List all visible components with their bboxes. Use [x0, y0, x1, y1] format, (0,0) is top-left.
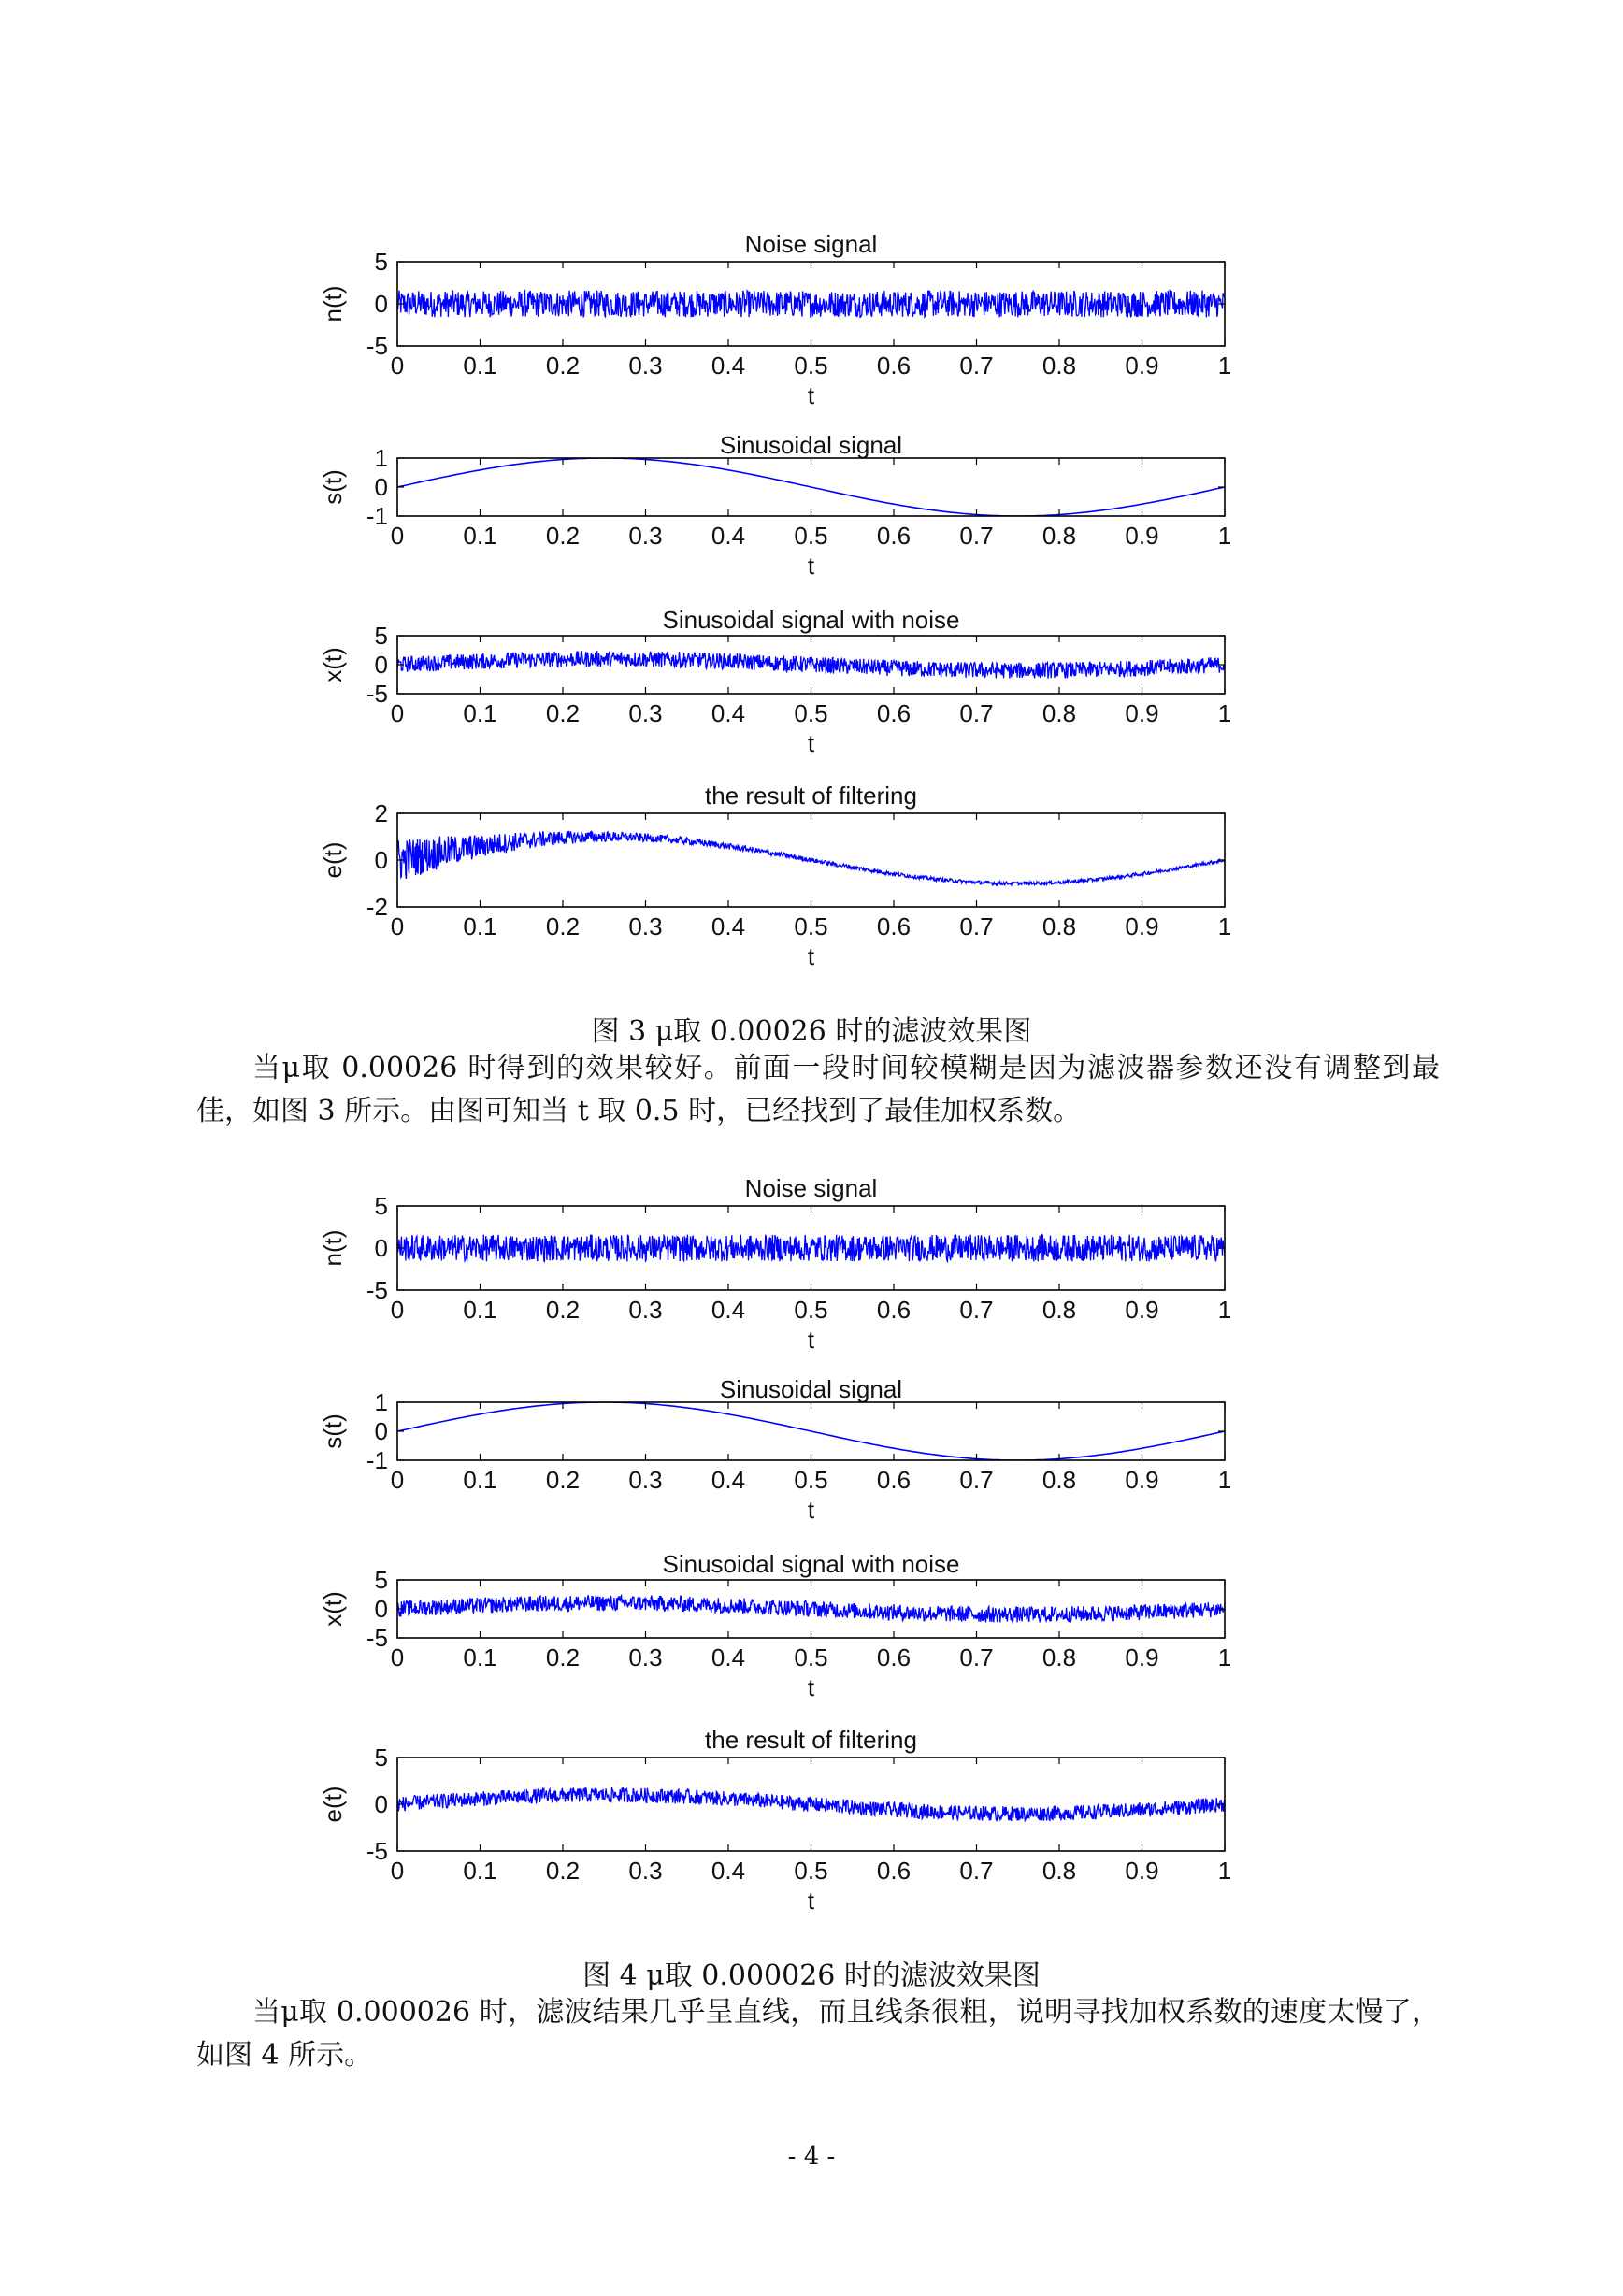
x-tick-label: 0.8 [1041, 912, 1077, 940]
subplot-title: Sinusoidal signal [719, 1375, 903, 1403]
x-axis-label: t [807, 381, 815, 409]
x-tick-label: 0.7 [959, 352, 994, 380]
x-tick-label: 0.9 [1125, 912, 1159, 940]
x-axis-label: t [807, 1673, 815, 1701]
x-tick-label: 0.2 [545, 1643, 581, 1672]
y-tick-label: 0 [374, 846, 388, 874]
subplot-st [319, 1375, 1231, 1524]
y-tick-label: 1 [374, 1388, 388, 1416]
x-tick-label: 0 [390, 1643, 405, 1672]
y-tick-label: 5 [374, 1744, 388, 1772]
x-tick-label: 1 [1217, 522, 1232, 550]
x-tick-label: 0.6 [876, 522, 912, 550]
figure-3-plots [0, 206, 1623, 1010]
x-tick-label: 0.8 [1041, 522, 1077, 550]
x-tick-label: 0.2 [545, 1296, 581, 1324]
y-tick-label: 1 [374, 444, 388, 472]
x-tick-label: 0 [390, 912, 405, 940]
x-tick-label: 0.4 [711, 699, 746, 727]
y-tick-label: 5 [374, 1566, 388, 1594]
x-tick-label: 0.1 [463, 522, 497, 550]
subplot-st [319, 431, 1231, 580]
x-tick-label: 0.4 [711, 352, 746, 380]
x-tick-label: 0.7 [959, 1296, 994, 1324]
y-axis-label: n(t) [319, 1229, 347, 1267]
y-tick-label: -5 [366, 332, 388, 360]
x-tick-label: 0.4 [711, 912, 746, 940]
y-tick-label: 0 [374, 473, 388, 501]
y-axis-label: e(t) [319, 841, 347, 879]
x-tick-label: 0.3 [628, 522, 663, 550]
signal-line [397, 1402, 1225, 1460]
x-tick-label: 0.5 [794, 1296, 828, 1324]
x-tick-label: 0.1 [463, 352, 497, 380]
y-tick-label: 0 [374, 1234, 388, 1262]
x-tick-label: 0.1 [463, 1466, 497, 1494]
y-tick-label: 0 [374, 290, 388, 318]
y-axis-label: x(t) [319, 1591, 347, 1627]
x-tick-label: 0.9 [1125, 1466, 1159, 1494]
x-tick-label: 0.4 [711, 1296, 746, 1324]
x-tick-label: 0 [390, 522, 405, 550]
x-tick-label: 0.7 [959, 1643, 994, 1672]
y-axis-label: e(t) [319, 1786, 347, 1823]
x-tick-label: 1 [1217, 352, 1232, 380]
subplot-title: Noise signal [744, 1174, 878, 1202]
x-axis-label: t [807, 942, 815, 970]
y-axis-label: x(t) [319, 647, 347, 682]
x-tick-label: 0.4 [711, 522, 746, 550]
x-tick-label: 0.1 [463, 1857, 497, 1885]
x-axis-label: t [807, 1887, 815, 1915]
y-axis-label: n(t) [319, 285, 347, 323]
x-tick-label: 0.8 [1041, 1296, 1077, 1324]
y-tick-label: 5 [374, 248, 388, 276]
subplot-title: Sinusoidal signal [719, 431, 903, 459]
y-tick-label: -1 [366, 1446, 388, 1474]
x-tick-label: 0.5 [794, 1466, 828, 1494]
x-tick-label: 0.3 [628, 912, 663, 940]
x-tick-label: 0.9 [1125, 1857, 1159, 1885]
x-tick-label: 0.5 [794, 912, 828, 940]
x-tick-label: 0 [390, 1466, 405, 1494]
x-tick-label: 0.9 [1125, 352, 1159, 380]
subplot-title: Noise signal [744, 230, 878, 258]
subplot-nt [319, 1174, 1231, 1354]
subplot-title: the result of filtering [705, 782, 917, 810]
x-tick-label: 1 [1217, 912, 1232, 940]
x-tick-label: 0.2 [545, 1857, 581, 1885]
y-tick-label: 5 [374, 622, 388, 650]
x-tick-label: 0.3 [628, 352, 663, 380]
x-tick-label: 0.8 [1041, 699, 1077, 727]
x-tick-label: 0.5 [794, 1643, 828, 1672]
x-tick-label: 0.6 [876, 1466, 912, 1494]
signal-line [397, 831, 1225, 885]
x-tick-label: 0.9 [1125, 1296, 1159, 1324]
y-tick-label: -5 [366, 680, 388, 708]
x-tick-label: 0.2 [545, 352, 581, 380]
x-tick-label: 0.8 [1041, 1643, 1077, 1672]
x-tick-label: 0 [390, 352, 405, 380]
y-axis-label: s(t) [319, 1413, 347, 1449]
x-tick-label: 0 [390, 1296, 405, 1324]
x-tick-label: 0.3 [628, 1466, 663, 1494]
signal-line [397, 1235, 1225, 1262]
x-tick-label: 1 [1217, 1857, 1232, 1885]
x-axis-label: t [807, 729, 815, 757]
paragraph-2 [196, 1991, 1440, 2077]
y-tick-label: 0 [374, 1595, 388, 1623]
x-tick-label: 0.8 [1041, 1466, 1077, 1494]
x-tick-label: 0.3 [628, 1643, 663, 1672]
x-tick-label: 0.7 [959, 522, 994, 550]
y-tick-label: -1 [366, 502, 388, 530]
signal-line [397, 651, 1225, 678]
subplot-title: Sinusoidal signal with noise [662, 1550, 960, 1578]
x-tick-label: 0.5 [794, 1857, 828, 1885]
x-tick-label: 0.4 [711, 1857, 746, 1885]
x-tick-label: 0.3 [628, 699, 663, 727]
x-tick-label: 0.2 [545, 699, 581, 727]
x-tick-label: 0.4 [711, 1643, 746, 1672]
y-tick-label: -2 [366, 893, 388, 921]
y-tick-label: 0 [374, 1417, 388, 1445]
subplot-nt [319, 230, 1231, 409]
x-tick-label: 0.1 [463, 1296, 497, 1324]
signal-line [397, 291, 1225, 318]
paragraph-2-text: 当μ取 0.000026 时，滤波结果几乎呈直线，而且线条很粗，说明寻找加权系数的速度太慢了，如图 4 所示。 [196, 1996, 1440, 2072]
x-tick-label: 0.9 [1125, 522, 1159, 550]
signal-line [397, 1787, 1225, 1821]
x-tick-label: 0.6 [876, 699, 912, 727]
x-tick-label: 0.6 [876, 1643, 912, 1672]
subplot-xt [319, 606, 1231, 757]
x-tick-label: 0.2 [545, 522, 581, 550]
x-tick-label: 0.1 [463, 912, 497, 940]
x-tick-label: 0.7 [959, 1466, 994, 1494]
x-tick-label: 0.6 [876, 1296, 912, 1324]
x-tick-label: 1 [1217, 699, 1232, 727]
y-tick-label: -5 [366, 1624, 388, 1652]
y-tick-label: -5 [366, 1837, 388, 1865]
x-tick-label: 0.6 [876, 1857, 912, 1885]
y-tick-label: -5 [366, 1276, 388, 1304]
x-tick-label: 0 [390, 699, 405, 727]
x-tick-label: 0 [390, 1857, 405, 1885]
subplot-title: the result of filtering [705, 1726, 917, 1754]
x-tick-label: 0.4 [711, 1466, 746, 1494]
x-axis-label: t [807, 1496, 815, 1524]
subplot-title: Sinusoidal signal with noise [662, 606, 960, 634]
figure-4 [0, 1150, 1623, 1954]
x-tick-label: 0.8 [1041, 352, 1077, 380]
x-tick-label: 0.1 [463, 1643, 497, 1672]
x-tick-label: 0.3 [628, 1857, 663, 1885]
signal-line [397, 458, 1225, 516]
x-tick-label: 0.8 [1041, 1857, 1077, 1885]
page-number: - 4 - [787, 2143, 836, 2171]
paragraph-1-text: 当μ取 0.00026 时得到的效果较好。前面一段时间较模糊是因为滤波器参数还没有调整到最佳，如图 3 所示。由图可知当 t 取 0.5 时，已经找到了最佳加权系数。 [196, 1052, 1440, 1127]
x-tick-label: 1 [1217, 1643, 1232, 1672]
figure-4-plots [0, 1150, 1623, 1954]
x-tick-label: 1 [1217, 1466, 1232, 1494]
x-tick-label: 0.1 [463, 699, 497, 727]
subplot-et [319, 1726, 1231, 1915]
y-tick-label: 0 [374, 651, 388, 679]
x-axis-label: t [807, 552, 815, 580]
y-tick-label: 2 [374, 799, 388, 827]
x-tick-label: 0.7 [959, 1857, 994, 1885]
paragraph-1 [196, 1047, 1440, 1133]
figure-3-caption: 图 3 μ取 0.00026 时的滤波效果图 [591, 1015, 1032, 1048]
x-tick-label: 0.3 [628, 1296, 663, 1324]
x-tick-label: 0.2 [545, 1466, 581, 1494]
x-tick-label: 0.5 [794, 522, 828, 550]
y-tick-label: 5 [374, 1192, 388, 1220]
x-tick-label: 0.6 [876, 352, 912, 380]
y-tick-label: 0 [374, 1790, 388, 1818]
x-tick-label: 0.5 [794, 699, 828, 727]
x-tick-label: 0.7 [959, 699, 994, 727]
signal-line [397, 1595, 1225, 1622]
subplot-et [319, 782, 1231, 970]
x-tick-label: 0.5 [794, 352, 828, 380]
subplot-xt [319, 1550, 1231, 1701]
figure-3 [0, 206, 1623, 1010]
x-axis-label: t [807, 1326, 815, 1354]
x-tick-label: 0.6 [876, 912, 912, 940]
figure-4-caption: 图 4 μ取 0.000026 时的滤波效果图 [582, 1959, 1041, 1992]
x-tick-label: 0.9 [1125, 1643, 1159, 1672]
x-tick-label: 1 [1217, 1296, 1232, 1324]
x-tick-label: 0.9 [1125, 699, 1159, 727]
x-tick-label: 0.2 [545, 912, 581, 940]
x-tick-label: 0.7 [959, 912, 994, 940]
y-axis-label: s(t) [319, 469, 347, 505]
